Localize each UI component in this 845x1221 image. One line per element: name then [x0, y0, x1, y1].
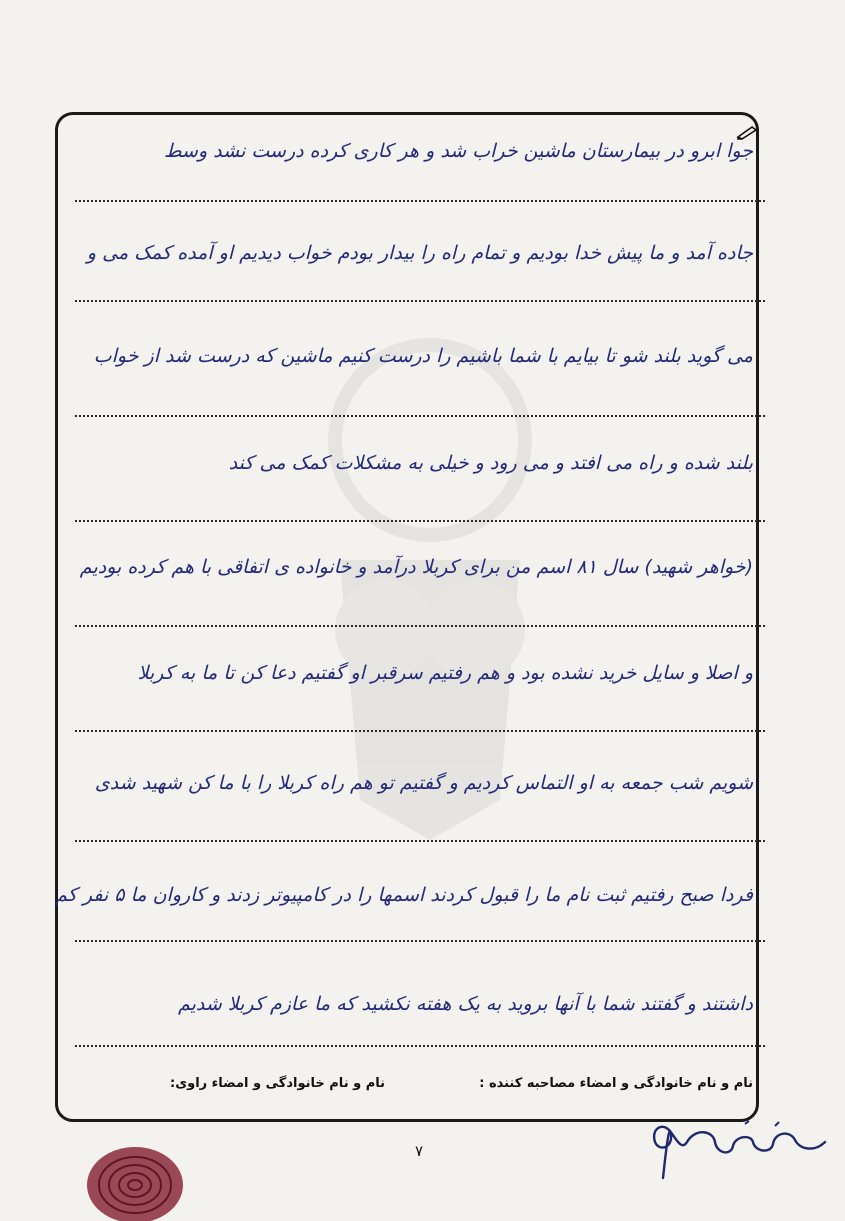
handwritten-line-1: جوا ابرو در بیمارستان ماشین خراب شد و هر کاری کرده درست نشد وسط: [163, 140, 753, 162]
handwritten-line-2: جاده آمد و ما پیش خدا بودیم و تمام راه را بیدار بودم خواب دیدیم او آمده کمک می و: [86, 242, 753, 264]
handwritten-line-3: می گوید بلند شو تا بیایم با شما باشیم را درست کنیم ماشین که درست شد از خواب: [93, 345, 753, 367]
dotted-rule: [75, 1045, 765, 1047]
handwritten-line-6: و اصلا و سایل خرید نشده بود و هم رفتیم سرقبر او گفتیم دعا کن تا ما به کربلا: [137, 662, 753, 684]
dotted-rule: [75, 300, 765, 302]
dotted-rule: [75, 940, 765, 942]
pencil-icon: [736, 124, 758, 140]
dotted-rule: [75, 730, 765, 732]
thumbprint: [80, 1140, 190, 1220]
dotted-rule: [75, 200, 765, 202]
handwritten-line-4: بلند شده و راه می افتد و می رود و خیلی به مشکلات کمک می کند: [228, 452, 753, 474]
handwritten-line-5: (خواهر شهید) سال ۸۱ اسم من برای کربلا درآمد و خانواده ی اتفاقی با هم کرده بودیم: [79, 556, 753, 578]
handwritten-line-9: داشتند و گفتند شما با آنها بروید به یک هفته نکشید که ما عازم کربلا شدیم: [177, 993, 753, 1015]
handwritten-signature: [625, 1112, 835, 1182]
handwritten-line-7: شویم شب جمعه به او التماس کردیم و گفتیم تو هم راه کربلا را با ما کن شهید شدی: [94, 772, 753, 794]
dotted-rule: [75, 625, 765, 627]
dotted-rule: [75, 840, 765, 842]
dotted-rule: [75, 520, 765, 522]
narrator-signature-label: نام و نام خانوادگی و امضاء راوی:: [170, 1076, 385, 1091]
handwritten-line-8: فردا صبح رفتیم ثبت نام ما را قبول کردند اسمها را در کامپیوتر زدند و کاروان ما ۵ نفر کم: [55, 884, 753, 906]
interviewer-signature-label: نام و نام خانوادگی و امضاء مصاحبه کننده :: [479, 1076, 753, 1091]
dotted-rule: [75, 415, 765, 417]
page-number: ۷: [415, 1142, 424, 1160]
